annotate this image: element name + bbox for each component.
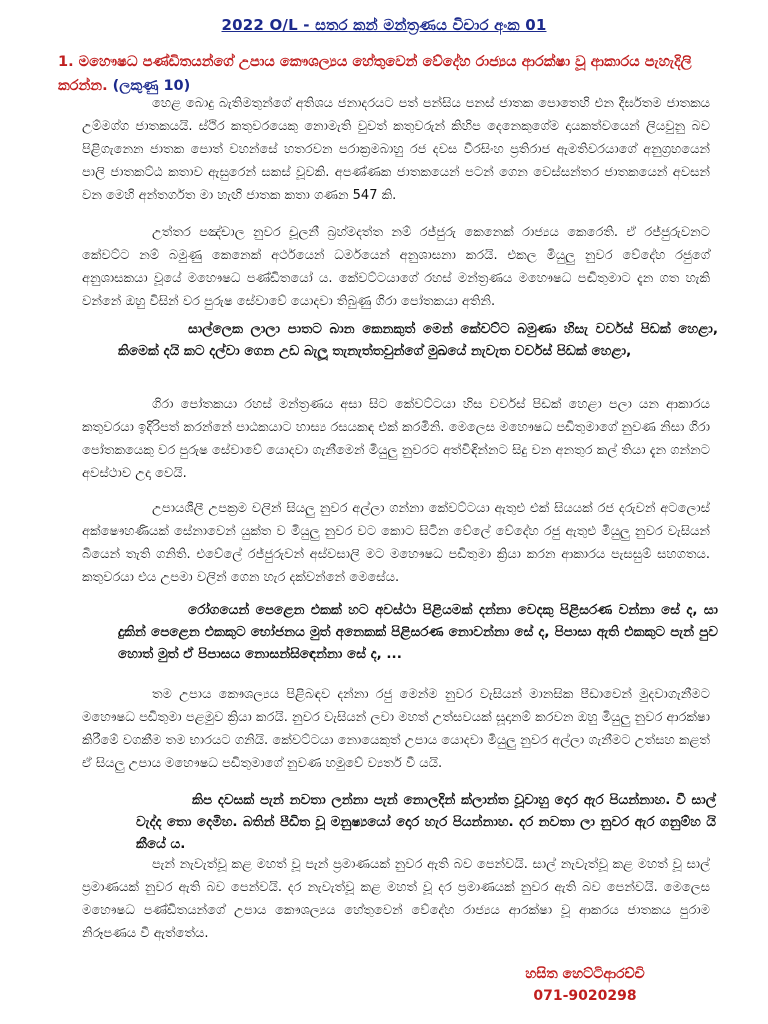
paragraph-kevatta: උත්තර පඤ්චාල නුවර චූලනී බ්‍රහ්මදත්ත නම් රජ්ජුරු කෙනෙක් රාජ්‍යය කෙරෙති. ඒ රජ්ජුරුවනට කේවට්ට නම් බමුණු කෙනෙක් අර්ථයෙන් ධර්මයෙන් අනුශාසනා කරයි. එකල මියුලු නුවර වේදේහ රජුගේ අනුශාසකයා වූයේ මහෞෂධ පණ්ඩිතයෝ ය. කේවට්ටයාගේ රහස් මන්ත්‍රණය මහෞෂධ පඬිතුමාට දැන ගත හැකි වන්නේ ඔහු විසින් වර පුරුෂ සේවාවේ යොදවා තිබුණු ගිරා පෝතකයා අතිනි.	[82, 225, 710, 309]
quote-parrot: සාල්ලෙක ලාලා පාතට බාන කෙනකුත් මෙන් කේවට්ට බමුණා හිසැ වර්වස් පිඩක් හෙළා, කිමෙක් දයි කට දල්වා ගෙන උඩ බැලූ තැනැත්තවුන්ගේ මුඛයේ නැවැත වර්වස් පිඩක් හෙළා,	[118, 321, 718, 359]
question-heading	[58, 50, 718, 98]
paragraph-siege: උපායශීලී උපක්‍රම වලින් සියලු නුවර අල්ලා ගන්නා කේවට්ටයා ඇතුළු එක් සියයක් රජ දරුවන් අටලොස් අක්ෂෞහණියක් සේනාවෙන් යුක්ත ව මියුලු නුවර වට කොට සිටින වේලේ වේදේහ රජු ඇතුළු මියුලු නුවර වැසියන් බියෙන් තැති ගනිති. එවේලේ රජ්ජුරුවන් අස්වසාලි මට මහෞෂධ පඩිතුමා ක්‍රියා කරන ආකාරය පැසසුම් සහගතය. කතුවරයා එය උපමා වලින් ගෙන හැර දක්වන්නේ මෙසේය.	[82, 501, 710, 585]
document-title: 2022 O/L - සතර කන් මන්ත්‍රණය විචාර අංක 01	[221, 16, 547, 34]
paragraph-conclusion: පැන් නැවැත්වූ කළ මහත් වූ පැන් ප්‍රමාණයක් නුවර ඇති බව පෙන්වයි. සාල් නැවැත්වූ කළ මහත් වූ සාල් ප්‍රමාණයක් නුවර ඇති බව පෙන්වයි. දර නැවැත්වූ කළ මහත් වූ දර ප්‍රමාණයක් නුවර ඇති බව පෙන්වයි. මෙලෙස මහෞෂධ පණ්ඩිතයන්ගේ උපාය කෞශල්‍යය හේතුවෙන් වේදේහ රාජ්‍යය ආරක්ෂා වූ ආකරය ජාතකය පුරාම නිරූපණය වී ඇත්තේය.	[82, 857, 710, 941]
paragraph-intro: හෙළ බොදු බැතිමතුන්ගේ අතිශය ජනාදරයට පත් පන්සිය පනස් ජාතක පොතෙහි එන දීර්ඝතම ජාතකය උම්මග්ග ජාතකයයි. ස්ථිර කතුවරයෙකු නොමැති වුවත් කතුවරුන් කිහිප දෙනෙකුගේම දායකත්වයෙන් ලියවුනු බව පිළිගැනෙන ජාතක පොත් වහන්සේ හතරවන පරාක්‍රමබාහු රජ දවස වීරසිංහ ප්‍රතිරාජ ඇමතිවරයාගේ අනුග්‍රහයෙන් පාලි ජාතකට්ඨ කතාව ඇසුරෙන් සකස් වූවකි. අපණ්ණක ජාතකයෙන් පටන් ගෙන වෙස්සන්තර ජාතකයෙන් අවසන් වන මෙහි අන්තර්ගත මා හැඟි ජාතක කතා ගණන 547 කි.	[82, 96, 710, 203]
paragraph-strategy: තම උපාය කෞශල්‍යය පිළිබඳව දන්නා රජු මෙන්ම නුවර වැසියන් මානසික පීඩාවෙන් මුදවාගැනීමට මහෞෂධ පඩිතුමා පළමුව ක්‍රියා කරයි. නුවර වැසියන් ලවා මහත් උත්සවයක් සූදානම් කරවන ඔහු මියුලු නුවර ආරක්ෂා කිරීමේ වගකීම තම භාරයට ගනියි. කේවට්ටයා නොයෙකුත් උපාය යොදවා මියුලු නුවර අල්ලා ගැනීමට උත්සහ කළත් ඒ සියලු උපාය මහෞෂධ පඩිතුමාගේ නුවණ හමුවේ ව්‍යර්ත වී යයි.	[82, 687, 710, 771]
author-name: හසිත හෙට්ටිආරච්චි	[525, 966, 645, 982]
paragraph-parrot: ගිරා පෝතකයා රහස් මන්ත්‍රණය අසා සිට කේවට්ටයා හිස වර්වස් පිඩක් හෙළා පලා යන ආකාරය කතුවරයා ඉදිරිපත් කරන්නේ පාඨකයාට හාස්‍ය රසයකඳ එක් කරමිනි. මෙලෙස මහෞෂධ පඩිතුමාගේ නුවණ නිසා ගිරා පෝතකයෙකු වර පුරුෂ සේවාවේ යොදවා ගැනීමෙන් මියුලු නුවරට අත්විඳින්නට සිදු වන අනතුර කල් තියා දැන ගන්නට අවස්ථාව උදා වෙයි.	[82, 397, 710, 481]
quote-blockade: කිප දවසක් පැන් නවතා ලන්නා පැන් නොලදින් ක්ලාන්ත වූවාහු දොර ඇර පියන්නාහ. වී සාල් වැද්ද තො දෙමිහ. බතින් පීඩිත වූ මනුෂ්‍යයෝ දොර හැර පියන්නාහ. දර නවතා ලා නුවර ඇර ගනුම්හ යි කීයේ ය.	[136, 792, 716, 852]
author-phone: 071-9020298	[533, 988, 637, 1004]
quote-simile: රෝගයෙන් පෙළෙන එකක් හට අවස්ථා පිළියමක් දන්නා වෙදකු පිළිසරණ වන්නා සේ ද, සා දුකින් පෙළෙන එකකුට භෝජනය මුත් අනෙකක් පිළිසරණ නොවන්නා සේ ද, පිපාසා ඇති එකකුට පැන් පුව හොත් මුත් ඒ පිපාසය නොසන්සිඳෙන්නා සේ ද, ...	[118, 602, 718, 662]
question-text: 1. මහෞෂධ පණ්ඩිතයන්ගේ උපාය කෞශල්‍යය හේතුවෙන් වේදේහ රාජ්‍යය ආරක්ෂා වූ ආකාරය පැහැදිලි කරන්න.	[58, 54, 692, 94]
question-marks: (ලකුණු 10)	[112, 78, 191, 94]
